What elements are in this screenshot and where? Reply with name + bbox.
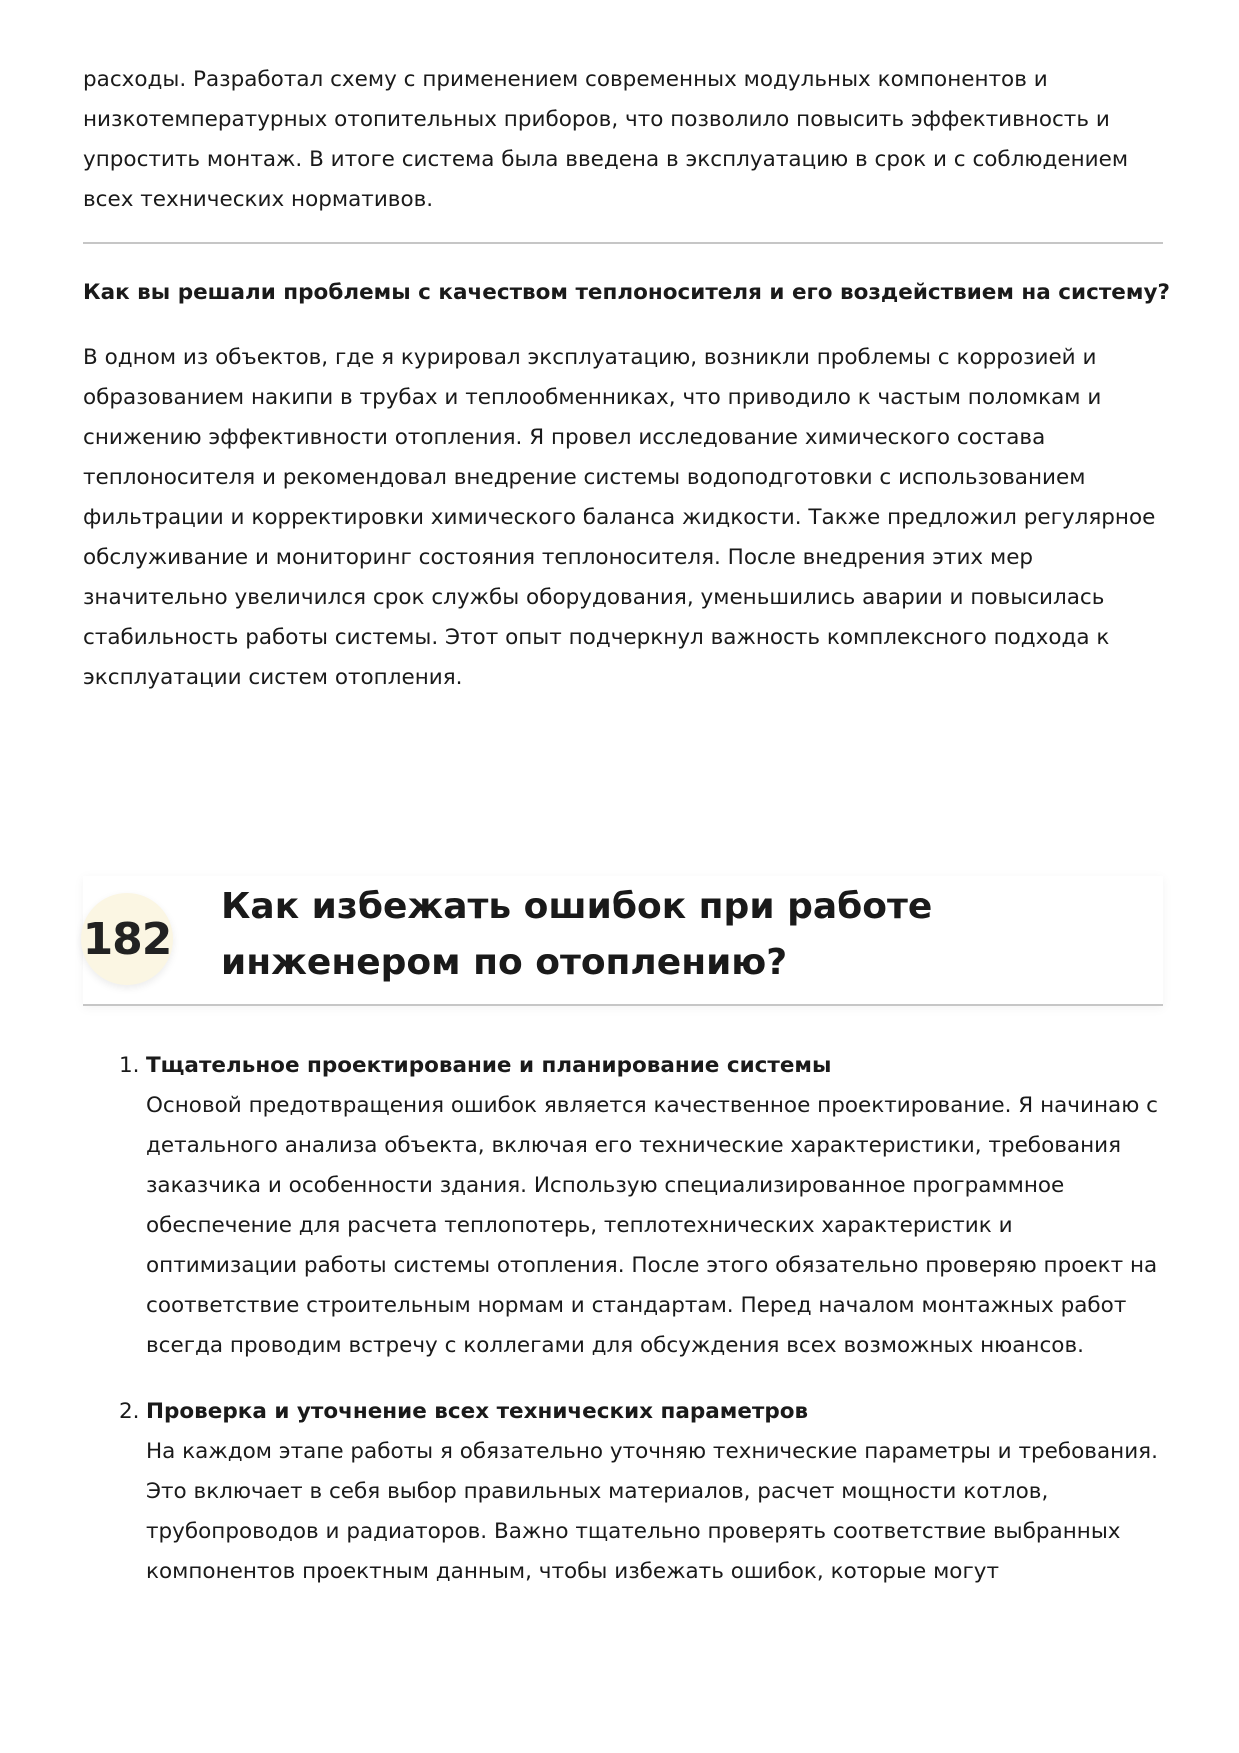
intro-paragraph: расходы. Разработал схему с применением современных модульных компонентов и низкотемпературных отопительных приборов, что позволило повысить эффективность и упростить монтаж. В итоге система была введена в эксплуатацию в срок и с соблюдением всех технических нормативов. <box>83 67 1129 212</box>
list-item-title: Тщательное проектирование и планирование системы <box>146 1053 832 1078</box>
question-heading: Как вы решали проблемы с качеством теплоносителя и его воздействием на систему? <box>83 280 1170 305</box>
list-item-number: 1. <box>119 1053 140 1078</box>
list-item-text: На каждом этапе работы я обязательно уточняю технические параметры и требования. Это включает в себя выбор правильных материалов, расчет мощности котлов, трубопроводов и радиаторов. Важно тщательно проверять соответствие выбранных компонентов проектным данным, чтобы избежать ошибок, которые могут <box>146 1439 1158 1584</box>
section-title: Как избежать ошибок при работе инженером по отоплению? <box>221 886 933 983</box>
list-item-text: Основой предотвращения ошибок является качественное проектирование. Я начинаю с детального анализа объекта, включая его технические характеристики, требования заказчика и особенности здания. Использую специализированное программное обеспечение для расчета теплопотерь, теплотехнических характеристик и оптимизации работы системы отопления. После этого обязательно проверяю проект на соответствие строительным нормам и стандартам. Перед началом монтажных работ всегда проводим встречу с коллегами для обсуждения всех возможных нюансов. <box>146 1093 1158 1358</box>
tips-list <box>83 1046 1163 1592</box>
divider <box>83 242 1163 244</box>
list-item-title: Проверка и уточнение всех технических параметров <box>146 1399 809 1424</box>
list-item <box>83 1392 1163 1592</box>
section-header <box>83 876 1163 1006</box>
list-item-number: 2. <box>119 1399 140 1424</box>
list-item <box>83 1046 1163 1366</box>
section-number-badge: 182 <box>81 893 173 985</box>
answer-paragraph: В одном из объектов, где я курировал эксплуатацию, возникли проблемы с коррозией и образованием накипи в трубах и теплообменниках, что приводило к частым поломкам и снижению эффективности отопления. Я провел исследование химического состава теплоносителя и рекомендовал внедрение системы водоподготовки с использованием фильтрации и корректировки химического баланса жидкости. Также предложил регулярное обслуживание и мониторинг состояния теплоносителя. После внедрения этих мер значительно увеличился срок службы оборудования, уменьшились аварии и повысилась стабильность работы системы. Этот опыт подчеркнул важность комплексного подхода к эксплуатации систем отопления. <box>83 345 1156 690</box>
